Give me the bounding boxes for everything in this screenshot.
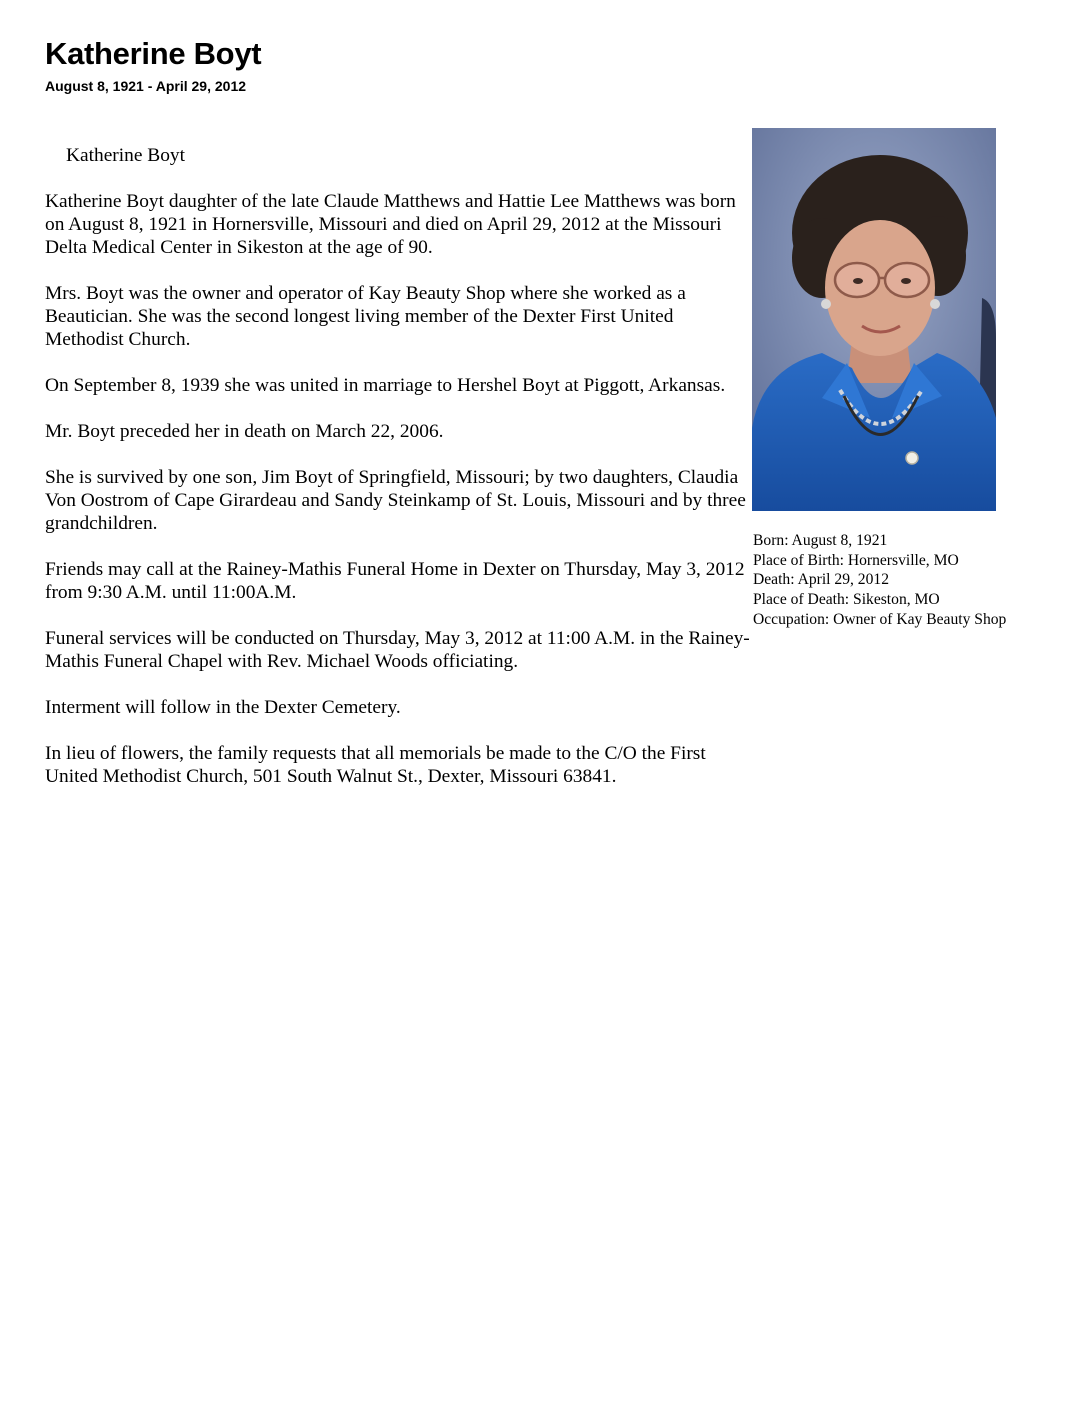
birthplace-fact: Place of Birth: Hornersville, MO — [753, 551, 959, 569]
obituary-paragraph: Funeral services will be conducted on Thursday, May 3, 2012 at 11:00 A.M. in the Rainey-Mathis Funeral Chapel with Rev. Michael Woods officiating. — [45, 628, 750, 672]
vital-facts — [753, 531, 1023, 630]
obituary-paragraph: Mr. Boyt preceded her in death on March 22, 2006. — [45, 421, 444, 442]
obituary-paragraph: Mrs. Boyt was the owner and operator of Kay Beauty Shop where she worked as a Beautician. She was the second longest living member of the Dexter First United Methodist Church. — [45, 283, 686, 350]
page-header — [45, 36, 261, 95]
death-fact: Death: April 29, 2012 — [753, 571, 889, 589]
obituary-paragraph: Friends may call at the Rainey-Mathis Funeral Home in Dexter on Thursday, May 3, 2012 from 9:30 A.M. until 11:00A.M. — [45, 559, 745, 603]
obituary-lead-name: Katherine Boyt — [66, 145, 186, 166]
page-title: Katherine Boyt — [45, 36, 262, 71]
obituary-paragraph: On September 8, 1939 she was united in marriage to Hershel Boyt at Piggott, Arkansas. — [45, 375, 726, 396]
obituary-paragraph: She is survived by one son, Jim Boyt of Springfield, Missouri; by two daughters, Claudia Von Oostrom of Cape Girardeau and Sandy Steinkamp of St. Louis, Missouri and by three grandchildren. — [45, 467, 746, 534]
portrait-photo — [752, 128, 996, 511]
obituary-paragraph: Interment will follow in the Dexter Cemetery. — [45, 697, 401, 718]
occupation-fact: Occupation: Owner of Kay Beauty Shop — [753, 610, 1007, 628]
born-fact: Born: August 8, 1921 — [753, 532, 888, 549]
obituary-paragraph: Katherine Boyt daughter of the late Claude Matthews and Hattie Lee Matthews was born on August 8, 1921 in Hornersville, Missouri and died on April 29, 2012 at the Missouri Delta Medical Center in Sikeston at the age of 90. — [45, 191, 736, 258]
obituary-paragraph: In lieu of flowers, the family requests that all memorials be made to the C/O the First United Methodist Church, 501 South Walnut St., Dexter, Missouri 63841. — [45, 743, 706, 787]
deathplace-fact: Place of Death: Sikeston, MO — [753, 591, 940, 609]
obituary-text — [45, 144, 750, 811]
life-dates: August 8, 1921 - April 29, 2012 — [45, 78, 247, 94]
